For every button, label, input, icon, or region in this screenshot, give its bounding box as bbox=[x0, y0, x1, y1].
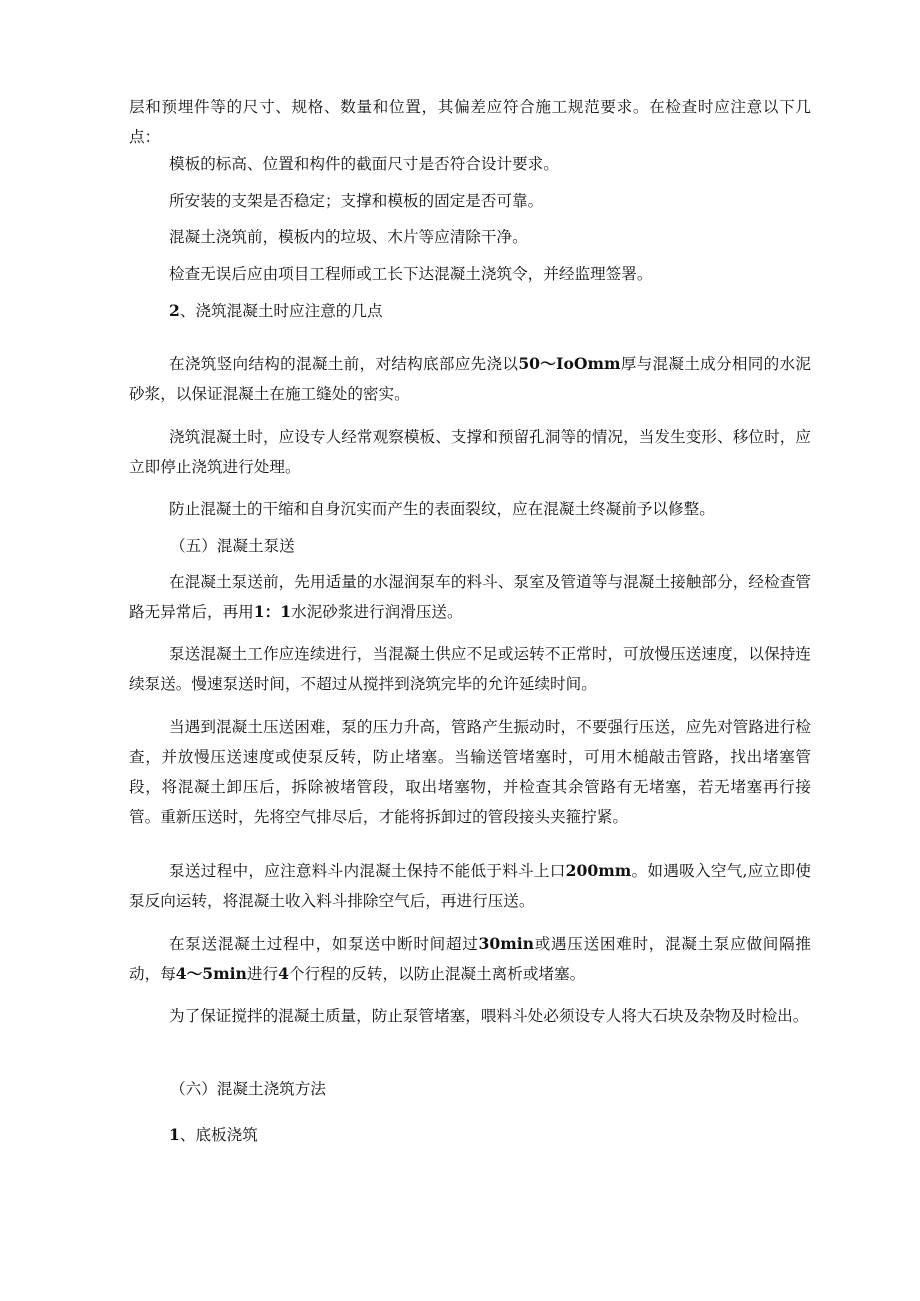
paragraph-pour-mortar: 在浇筑竖向结构的混凝土前，对结构底部应先浇以50～IoOmm厚与混凝土成分相同的水泥砂浆，以保证混凝土在施工缝处的密实。 bbox=[129, 354, 811, 403]
paragraph-check-item: 所安装的支架是否稳定；支撑和模板的固定是否可靠。 bbox=[169, 192, 544, 210]
paragraph-pump-prepare: 在混凝土泵送前，先用适量的水湿润泵车的料斗、泵室及管道等与混凝土接触部分，经检查管路无异常后，再用1：1水泥砂浆进行润滑压送。 bbox=[129, 573, 811, 621]
section-heading-pumping: （五）混凝土泵送 bbox=[170, 537, 295, 555]
section-heading-pour-method: （六）混凝土浇筑方法 bbox=[170, 1080, 326, 1098]
paragraph-pump-blockage: 当遇到混凝土压送困难，泵的压力升高，管路产生振动时，不要强行压送，应先对管路进行检查，并放慢压送速度或使泵反转，防止堵塞。当输送管堵塞时，可用木槌敲击管路，找出堵塞管段，将混凝土卸压后，拆除被堵管段，取出堵塞物，并检查其余管路有无堵塞，若无堵塞再行接管。重新压送时，先将空气排尽后，才能将拆卸过的管段接头夹箍拧紧。 bbox=[129, 718, 811, 826]
paragraph-check-item: 检查无误后应由项目工程师或工长下达混凝土浇筑令，并经监理签署。 bbox=[169, 265, 653, 283]
paragraph-pump-interrupt: 在泵送混凝土过程中，如泵送中断时间超过30min或遇压送困难时，混凝土泵应做间隔推动，每4～5min进行4个行程的反转，以防止混凝土离析或堵塞。 bbox=[129, 934, 811, 983]
section-heading-pour-notes: 2、浇筑混凝土时应注意的几点 bbox=[169, 301, 383, 320]
paragraph-check-item: 模板的标高、位置和构件的截面尺寸是否符合设计要求。 bbox=[169, 155, 559, 173]
paragraph-check-item: 混凝土浇筑前，模板内的垃圾、木片等应清除干净。 bbox=[169, 228, 528, 246]
section-heading-floor-pour: 1、底板浇筑 bbox=[169, 1125, 258, 1144]
paragraph-pump-feed: 为了保证搅拌的混凝土质量，防止泵管堵塞，喂料斗处必须设专人将大石块及杂物及时检出。 bbox=[169, 1007, 809, 1025]
paragraph-intro: 层和预埋件等的尺寸、规格、数量和位置，其偏差应符合施工规范要求。在检查时应注意以下几点： bbox=[129, 98, 811, 146]
paragraph-pour-crack: 防止混凝土的干缩和自身沉实而产生的表面裂纹，应在混凝土终凝前予以修整。 bbox=[169, 500, 715, 518]
paragraph-pump-hopper: 泵送过程中，应注意料斗内混凝土保持不能低于料斗上口200mm。如遇吸入空气,应立即使泵反向运转，将混凝土收入料斗排除空气后，再进行压送。 bbox=[129, 861, 811, 910]
paragraph-pump-continuous: 泵送混凝土工作应连续进行，当混凝土供应不足或运转不正常时，可放慢压送速度，以保持连续泵送。慢速泵送时间，不超过从搅拌到浇筑完毕的允许延续时间。 bbox=[129, 645, 811, 693]
paragraph-pour-monitor: 浇筑混凝土时，应设专人经常观察模板、支撑和预留孔洞等的情况，当发生变形、移位时，应立即停止浇筑进行处理。 bbox=[129, 428, 811, 476]
